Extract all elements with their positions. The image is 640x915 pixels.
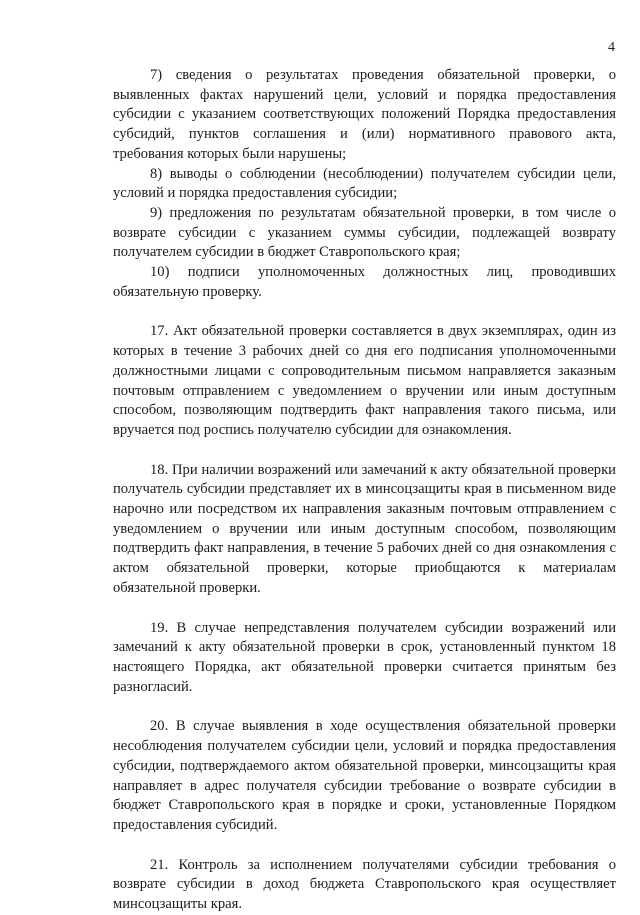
clause-21: 21. Контроль за исполнением получателями субсидии требования о возврате субсидии в доход бюджета Ставропольского края осуществляет минсоцзащиты края. [113, 856, 616, 913]
list-item-7: 7) сведения о результатах проведения обязательной проверки, о выявленных фактах нарушений цели, условий и порядка предоставления субсидии с указанием соответствующих положений Порядка предоставления субсидий, пунктов соглашения и (или) нормативного правового акта, требования которых были нарушены; [113, 67, 616, 162]
clause-17: 17. Акт обязательной проверки составляется в двух экземплярах, один из которых в течение 3 рабочих дней со дня его подписания уполномоченными должностными лицами с сопроводительным письмом направляется заказным почтовым отправлением с уведомлением о вручении или иным доступным способом, позволяющим подтвердить факт направления такого письма, или вручается под роспись получателю субсидии для ознакомления. [113, 323, 616, 438]
clause-19: 19. В случае непредставления получателем субсидии возражений или замечаний к акту обязательной проверки в срок, установленный пунктом 18 настоящего Порядка, акт обязательной проверки считается принятым без разногласий. [113, 619, 616, 695]
list-item-9: 9) предложения по результатам обязательной проверки, в том числе о возврате субсидии с указанием суммы субсидии, подлежащей возврату получателем субсидии в бюджет Ставропольского края; [113, 204, 616, 261]
clause-20: 20. В случае выявления в ходе осуществления обязательной проверки несоблюдения получателем субсидии цели, условий и порядка предоставления субсидии, подтверждаемого актом обязательной проверки, минсоцзащиты края направляет в адрес получателя субсидии требование о возврате субсидии в бюджет Ставропольского края в порядке и сроки, установленные Порядком предоставления субсидий. [113, 718, 616, 833]
page-number: 4 [608, 40, 615, 55]
document-body [113, 66, 616, 915]
list-item-10: 10) подписи уполномоченных должностных лиц, проводивших обязательную проверку. [113, 264, 616, 300]
list-item-8: 8) выводы о соблюдении (несоблюдении) получателем субсидии цели, условий и порядка предоставления субсидии; [113, 165, 616, 202]
clause-18: 18. При наличии возражений или замечаний к акту обязательной проверки получатель субсидии представляет их в минсоцзащиты края в письменном виде нарочно или посредством их направления заказным почтовым отправлением с уведомлением о вручении или иным доступным способом, позволяющим подтвердить факт направления, в течение 5 рабочих дней со дня ознакомления с актом обязательной проверки, которые приобщаются к материалам обязательной проверки. [113, 461, 616, 596]
